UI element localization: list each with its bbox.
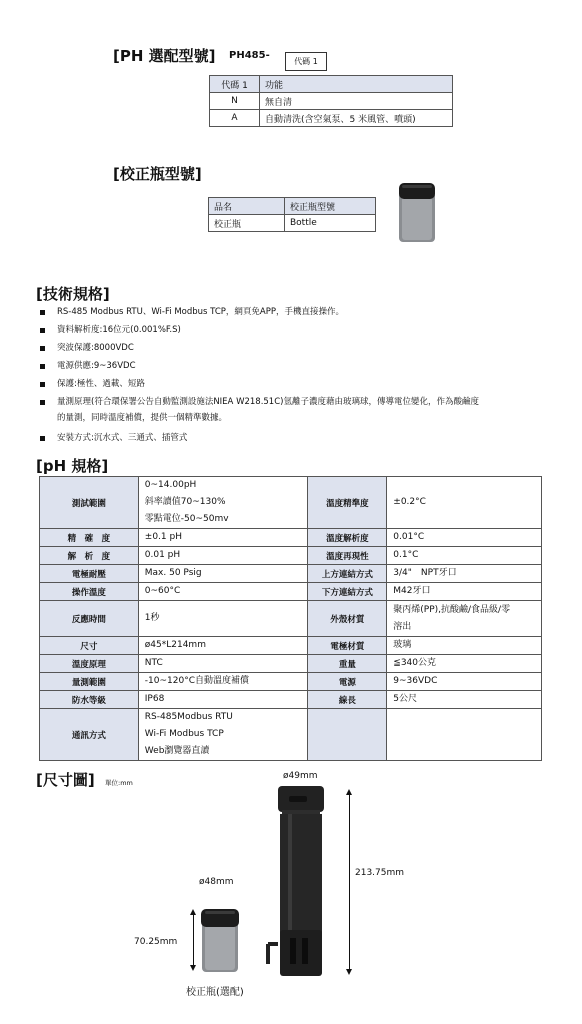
cell-line: NTC	[144, 658, 163, 668]
bottle-dimension-line	[193, 912, 194, 968]
spec-value	[138, 673, 308, 691]
spec-value	[387, 691, 542, 709]
spec-label: 重量	[308, 655, 387, 673]
spec-value	[138, 709, 308, 761]
spec-value	[387, 637, 542, 655]
table-row	[40, 547, 542, 565]
arrow-up-icon	[190, 909, 196, 915]
table-row	[40, 655, 542, 673]
calibration-table	[208, 197, 376, 232]
spec-label: 電源	[308, 673, 387, 691]
cell-line: ≦340公克	[393, 658, 437, 668]
cell-line: 3/4" NPT牙口	[393, 568, 457, 578]
unit-label: 單位:mm	[105, 779, 133, 787]
table-header-row	[209, 198, 376, 215]
spec-value	[138, 547, 308, 565]
spec-label: 尺寸	[40, 637, 139, 655]
ph-specs-table	[39, 476, 542, 761]
spec-label: 操作溫度	[40, 583, 139, 601]
table-header-cell: 品名	[209, 198, 285, 215]
table-cell: A	[210, 110, 260, 127]
sensor-dimension-line	[349, 792, 350, 972]
spec-value	[387, 673, 542, 691]
model-code-heading: [PH 選配型號]	[113, 47, 216, 65]
table-row	[40, 583, 542, 601]
table-row	[40, 529, 542, 547]
spec-label: 上方連結方式	[308, 565, 387, 583]
spec-label: 量測範圍	[40, 673, 139, 691]
table-cell: 自動清洗(含空氣泵、5 米風管、噴頭)	[260, 110, 453, 127]
spec-label	[308, 709, 387, 761]
bullet-icon	[40, 364, 45, 369]
bullet-icon	[40, 328, 45, 333]
table-row	[210, 93, 453, 110]
model-code-table	[209, 75, 453, 127]
cell-line: 0.1°C	[393, 550, 419, 560]
spec-value	[138, 565, 308, 583]
arrow-down-icon	[190, 965, 196, 971]
cell-line: 5公尺	[393, 694, 418, 704]
spec-value	[387, 601, 542, 637]
table-header-cell: 代碼 1	[210, 76, 260, 93]
bullet-icon	[40, 310, 45, 315]
bottle-caption: 校正瓶(選配)	[186, 987, 244, 998]
table-cell: Bottle	[285, 215, 376, 232]
spec-label: 解 析 度	[40, 547, 139, 565]
spec-value	[138, 529, 308, 547]
spec-item: 安裝方式:沉水式、三通式、插管式	[57, 433, 188, 443]
table-row	[209, 215, 376, 232]
cell-line: 玻璃	[393, 640, 412, 650]
ph-specs-heading: [pH 規格]	[36, 457, 109, 475]
spec-label: 通訊方式	[40, 709, 139, 761]
cell-line: Web瀏覽器直讀	[144, 746, 210, 756]
sensor-length-label: 213.75mm	[355, 868, 405, 878]
spec-value	[387, 655, 542, 673]
table-row	[40, 691, 542, 709]
spec-item: 量測原理(符合環保署公告自動監測設施法NIEA W218.51C)氫離子濃度藉由玻璃球，傳導電位變化，作為酸鹼度	[57, 397, 479, 407]
spec-label: 溫度精準度	[308, 477, 387, 529]
cell-line: Wi-Fi Modbus TCP	[144, 729, 224, 739]
bullet-icon	[40, 436, 45, 441]
cell-line: 溶出	[393, 621, 412, 632]
table-row	[40, 709, 542, 761]
cell-line: 零點電位-50~50mv	[144, 514, 229, 524]
cell-line: RS-485Modbus RTU	[144, 712, 233, 722]
spec-label: 測試範圍	[40, 477, 139, 529]
bottle-height-label: 70.25mm	[134, 937, 178, 947]
model-prefix: PH485-	[229, 50, 270, 61]
cell-line: ±0.1 pH	[144, 532, 182, 542]
cell-line: 聚丙烯(PP),抗酸鹼/食品級/零	[393, 604, 511, 615]
bullet-icon	[40, 382, 45, 387]
spec-value	[138, 691, 308, 709]
code-box: 代碼 1	[285, 52, 327, 71]
spec-value	[138, 637, 308, 655]
spec-label: 溫度再現性	[308, 547, 387, 565]
table-row	[40, 601, 542, 637]
spec-value	[138, 477, 308, 529]
spec-value	[138, 601, 308, 637]
spec-value	[138, 655, 308, 673]
spec-label: 精 確 度	[40, 529, 139, 547]
spec-item: 保護:極性、過載、短路	[57, 379, 145, 389]
cell-line: M42牙口	[393, 586, 431, 596]
spec-label: 電極耐壓	[40, 565, 139, 583]
spec-value	[387, 565, 542, 583]
spec-label: 線長	[308, 691, 387, 709]
tech-specs-heading: [技術規格]	[36, 285, 110, 303]
calibration-bottle-image	[396, 180, 438, 244]
ph-sensor-image	[262, 780, 332, 980]
table-row	[40, 477, 542, 529]
cell-line: Max. 50 Psig	[144, 568, 202, 578]
spec-label: 外殼材質	[308, 601, 387, 637]
cell-line: ±0.2°C	[393, 497, 426, 507]
spec-value	[387, 547, 542, 565]
spec-item: 突波保護:8000VDC	[57, 343, 134, 353]
spec-label: 電極材質	[308, 637, 387, 655]
table-cell: 校正瓶	[209, 215, 285, 232]
spec-item: 資料解析度:16位元(0.001%F.S)	[57, 325, 181, 335]
spec-item-continued: 的量測，同時溫度補償，提供一個精準數據。	[57, 413, 228, 423]
cell-line: 1秒	[144, 613, 160, 623]
spec-label: 反應時間	[40, 601, 139, 637]
cell-line: IP68	[144, 694, 165, 704]
spec-label: 溫度原理	[40, 655, 139, 673]
table-row	[40, 673, 542, 691]
dimensions-heading: [尺寸圖]	[36, 771, 95, 789]
arrow-up-icon	[346, 789, 352, 795]
spec-value	[387, 477, 542, 529]
spec-value	[138, 583, 308, 601]
spec-value	[387, 709, 542, 761]
sensor-diameter-label: ø49mm	[283, 771, 318, 781]
bottle-diameter-label: ø48mm	[199, 877, 234, 887]
table-row	[210, 110, 453, 127]
arrow-down-icon	[346, 969, 352, 975]
spec-label: 下方連結方式	[308, 583, 387, 601]
spec-value	[387, 583, 542, 601]
spec-value	[387, 529, 542, 547]
spec-label: 溫度解析度	[308, 529, 387, 547]
spec-label: 防水等級	[40, 691, 139, 709]
table-row	[40, 637, 542, 655]
table-cell: 無自清	[260, 93, 453, 110]
spec-item: 電源供應:9~36VDC	[57, 361, 136, 371]
cell-line: 0~60°C	[144, 586, 181, 596]
table-cell: N	[210, 93, 260, 110]
table-row	[40, 565, 542, 583]
bullet-icon	[40, 346, 45, 351]
table-header-row	[210, 76, 453, 93]
cell-line: 0.01°C	[393, 532, 425, 542]
spec-item: RS-485 Modbus RTU、Wi-Fi Modbus TCP，網頁免APP，手機直接操作。	[57, 307, 344, 317]
table-header-cell: 功能	[260, 76, 453, 93]
calibration-bottle-drawing	[198, 906, 242, 974]
bullet-icon	[40, 400, 45, 405]
cell-line: -10~120°C自動溫度補償	[144, 676, 249, 686]
cell-line: ø45*L214mm	[144, 640, 206, 650]
table-header-cell: 校正瓶型號	[285, 198, 376, 215]
cell-line: 0.01 pH	[144, 550, 181, 560]
cell-line: 斜率讀值70~130%	[144, 497, 226, 507]
calibration-heading: [校正瓶型號]	[113, 165, 202, 183]
cell-line: 0~14.00pH	[144, 480, 197, 490]
cell-line: 9~36VDC	[393, 676, 438, 686]
